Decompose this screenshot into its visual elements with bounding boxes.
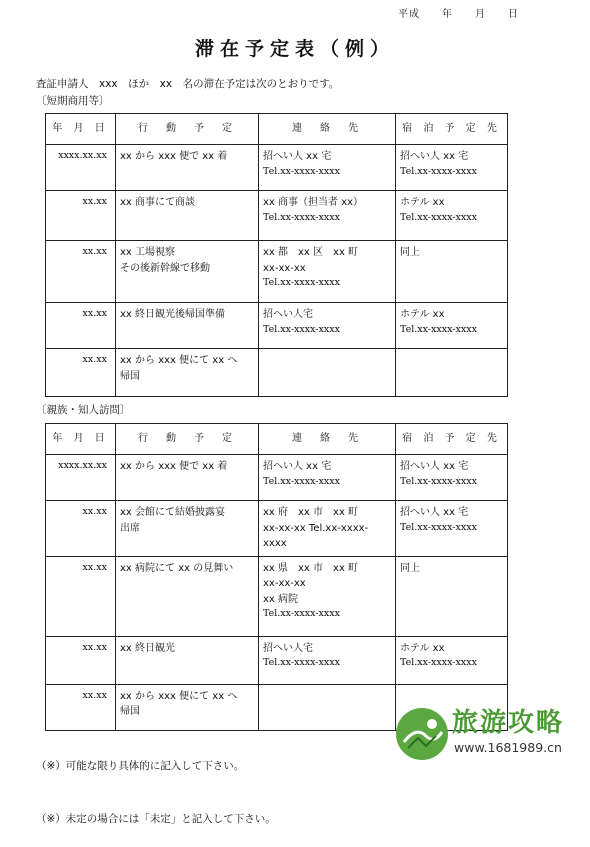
phone-number: Tel.xx-xxxx-xxxx	[263, 211, 340, 223]
column-header-plan: 行 動 予 定	[116, 114, 259, 145]
column-header-date: 年 月 日	[46, 424, 116, 455]
contact-line: xx 府 xx 市 xx 町	[263, 507, 359, 518]
column-header-stay: 宿 泊 予 定 先	[396, 114, 508, 145]
column-header-contact: 連 絡 先	[259, 424, 396, 455]
contact-line: 招へい人 xx 宅	[263, 461, 332, 472]
contact-cell	[259, 556, 396, 636]
table-row	[46, 455, 508, 501]
contact-line: xx 都 xx 区 xx 町	[263, 247, 359, 258]
plan-cell	[116, 636, 259, 684]
plan-cell	[116, 556, 259, 636]
plan-line: xx 病院にて xx の見舞い	[120, 562, 234, 574]
plan-line: xx から xxx 便で xx 着	[120, 151, 228, 162]
date-cell: xxxx.xx.xx	[46, 145, 116, 191]
contact-line: 招へい人 xx 宅	[263, 151, 332, 162]
phone-number: Tel.xx-xxxx-xxxx	[263, 608, 340, 619]
contact-cell	[259, 455, 396, 501]
table-row	[46, 145, 508, 191]
stay-cell	[396, 241, 508, 303]
stay-cell	[396, 303, 508, 349]
date-cell: xx.xx	[46, 303, 116, 349]
column-header-contact: 連 絡 先	[259, 114, 396, 145]
date-cell: xx.xx	[46, 191, 116, 241]
date-cell: xx.xx	[46, 501, 116, 557]
phone-number: Tel.xx-xxxx-xxxx	[263, 323, 340, 335]
watermark	[390, 702, 570, 768]
stay-line: ホテル xx	[400, 642, 445, 654]
stay-line: ホテル xx	[400, 197, 445, 208]
plan-line: 出席	[120, 522, 140, 534]
plan-line: xx から xxx 便にて xx へ	[120, 355, 238, 366]
plan-cell	[116, 303, 259, 349]
contact-line: 招へい人宅	[263, 309, 313, 320]
phone-number: Tel.xx-xxxx-xxxx	[263, 277, 340, 288]
phone-number: Tel.xx-xxxx-xxxx	[400, 165, 477, 177]
contact-cell	[259, 303, 396, 349]
contact-line: 招へい人宅	[263, 642, 313, 654]
contact-cell	[259, 145, 396, 191]
contact-cell	[259, 241, 396, 303]
stay-line: ホテル xx	[400, 309, 445, 320]
note-line: （※）可能な限り具体的に記入して下さい。	[36, 759, 245, 772]
phone-number: Tel.xx-xxxx-xxxx	[263, 165, 340, 177]
stay-cell	[396, 556, 508, 636]
plan-line: xx から xxx 便で xx 着	[120, 461, 228, 472]
travel-logo-icon	[396, 708, 448, 760]
column-header-stay: 宿 泊 予 定 先	[396, 424, 508, 455]
plan-line: 帰国	[120, 370, 140, 382]
intro-sentence: 査証申請人 xxx ほか xx 名の滞在予定は次のとおりです。	[36, 78, 340, 90]
schedule-table-business	[45, 113, 508, 397]
contact-line: xx 県 xx 市 xx 町	[263, 562, 359, 574]
plan-line: xx 商事にて商談	[120, 197, 196, 208]
table-header-row	[46, 114, 508, 145]
notes	[36, 722, 276, 847]
watermark-brand: 旅游攻略	[452, 708, 565, 738]
contact-line: xx 病院	[263, 593, 299, 605]
table-row	[46, 191, 508, 241]
plan-line: その後新幹線で移動	[120, 262, 210, 274]
stay-cell	[396, 501, 508, 557]
stay-line: 同上	[400, 247, 420, 258]
schedule-table-family	[45, 423, 508, 731]
stay-cell	[396, 455, 508, 501]
table-header-row	[46, 424, 508, 455]
watermark-url: www.1681989.cn	[454, 740, 562, 755]
table-row	[46, 636, 508, 684]
plan-line: xx 終日観光	[120, 642, 176, 654]
stay-line: 招へい人 xx 宅	[400, 507, 469, 518]
table-row	[46, 556, 508, 636]
stay-cell	[396, 191, 508, 241]
phone-number: Tel.xx-xxxx-xxxx	[263, 657, 340, 668]
stay-line: 同上	[400, 562, 420, 574]
contact-cell	[259, 636, 396, 684]
plan-cell	[116, 501, 259, 557]
era-date: 平成 年 月 日	[398, 9, 519, 20]
phone-number: Tel.xx-xxxx-xxxx	[400, 211, 477, 223]
section-label-family: 〔親族・知人訪問〕	[36, 404, 131, 416]
column-header-plan: 行 動 予 定	[116, 424, 259, 455]
section-label-business: 〔短期商用等〕	[36, 95, 110, 107]
stay-cell	[396, 349, 508, 397]
contact-line: xx-xx-xx Tel.xx-xxxx-xxxx	[263, 522, 369, 549]
table-row	[46, 303, 508, 349]
phone-number: Tel.xx-xxxx-xxxx	[400, 323, 477, 335]
contact-line: xx 商事（担当者 xx）	[263, 197, 364, 208]
table-row	[46, 241, 508, 303]
plan-cell	[116, 191, 259, 241]
date-cell: xx.xx	[46, 556, 116, 636]
contact-line: xx-xx-xx	[263, 262, 306, 274]
plan-line: xx から xxx 便にて xx へ	[120, 690, 238, 702]
plan-cell	[116, 349, 259, 397]
document-title: 滞在予定表（例）	[194, 38, 395, 60]
date-cell: xx.xx	[46, 636, 116, 684]
phone-number: Tel.xx-xxxx-xxxx	[263, 475, 340, 487]
contact-cell	[259, 191, 396, 241]
plan-line: xx 終日観光後帰国準備	[120, 309, 226, 320]
stay-line: 招へい人 xx 宅	[400, 461, 469, 472]
note-line: （※）未定の場合には「未定」と記入して下さい。	[36, 813, 276, 826]
plan-line: 帰国	[120, 706, 140, 717]
date-cell: xx.xx	[46, 241, 116, 303]
plan-cell	[116, 145, 259, 191]
plan-line: xx 会館にて結婚披露宴	[120, 507, 226, 518]
phone-number: Tel.xx-xxxx-xxxx	[400, 657, 477, 668]
date-cell: xx.xx	[46, 684, 116, 730]
stay-cell	[396, 145, 508, 191]
table-row	[46, 501, 508, 557]
plan-cell	[116, 455, 259, 501]
phone-number: Tel.xx-xxxx-xxxx	[400, 475, 477, 487]
plan-line: xx 工場視察	[120, 247, 176, 258]
stay-cell	[396, 636, 508, 684]
table-row	[46, 349, 508, 397]
plan-cell	[116, 241, 259, 303]
contact-cell	[259, 501, 396, 557]
date-cell: xx.xx	[46, 349, 116, 397]
column-header-date: 年 月 日	[46, 114, 116, 145]
contact-line: xx-xx-xx	[263, 578, 306, 589]
stay-line: 招へい人 xx 宅	[400, 151, 469, 162]
contact-cell	[259, 349, 396, 397]
date-cell: xxxx.xx.xx	[46, 455, 116, 501]
phone-number: Tel.xx-xxxx-xxxx	[400, 521, 477, 533]
contact-cell	[259, 684, 396, 730]
